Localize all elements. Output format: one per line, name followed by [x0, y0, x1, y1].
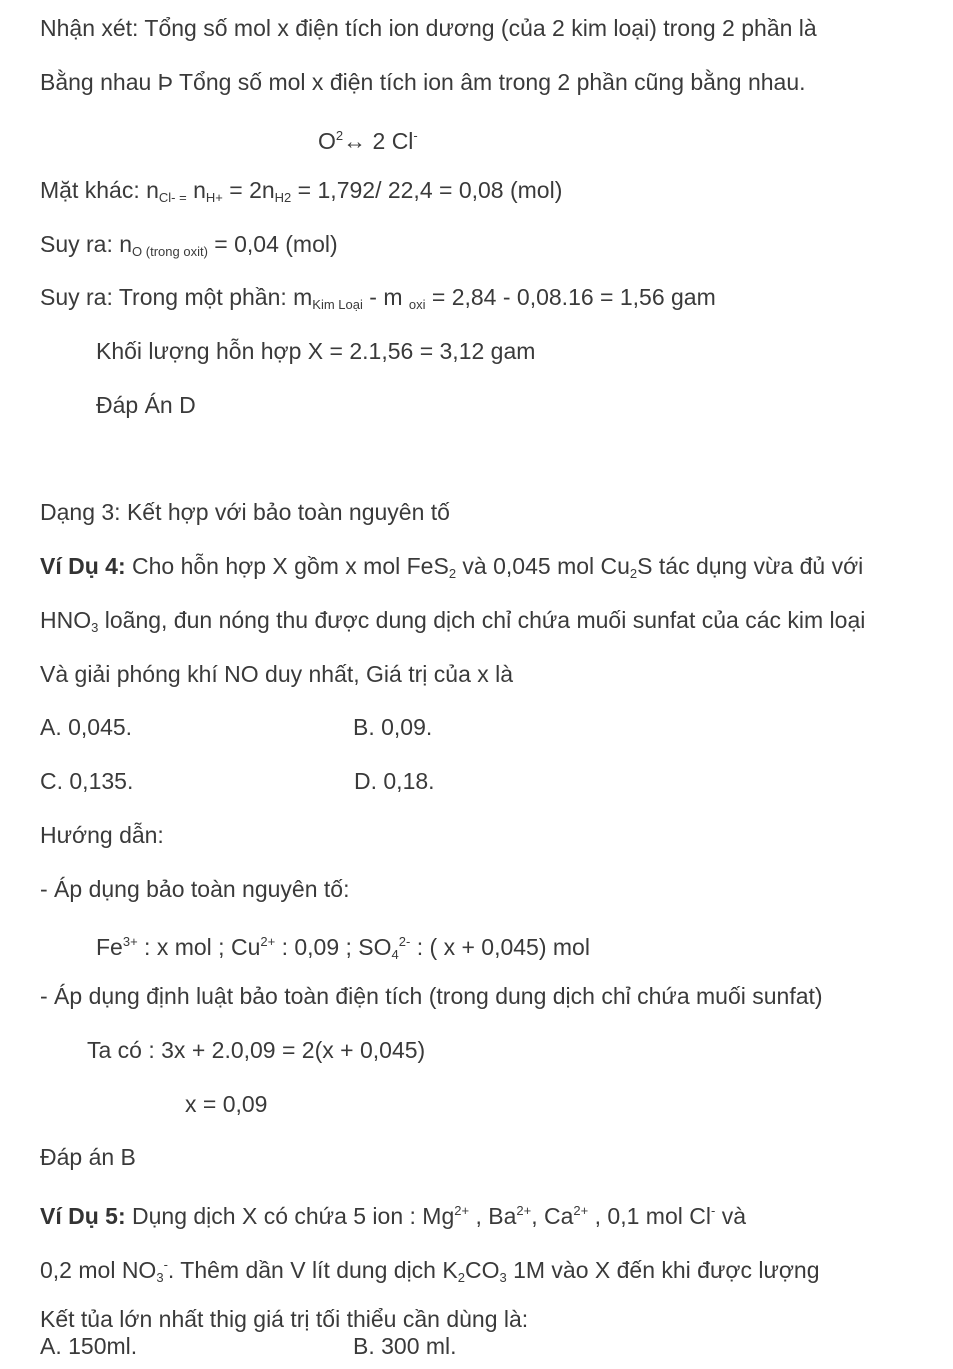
example-4-line-1: Ví Dụ 4: Cho hỗn hợp X gồm x mol FeS$_2$ và 0,045 mol $Cu_2S$ tác dụng vừa đủ với [40, 553, 864, 581]
text-line-5: Suy ra: $n_{O (trong oxit)} = 0,04$ (mol) [40, 231, 338, 259]
example-5-line-3: Kết tủa lớn nhất thig giá trị tối thiểu cần dùng là: [40, 1306, 529, 1332]
option-a-ex5: A. 150ml. [40, 1333, 138, 1359]
option-b: B. 0,09. [353, 714, 433, 740]
text-line-2: Bằng nhau Þ Tổng số mol x điện tích ion âm trong 2 phần cũng bằng nhau. [40, 69, 806, 95]
example-5-line-2: 0,2 mol $NO_3^-$. Thêm dần V lít dung dịch $K_2CO_3$ 1M vào X đến khi được lượng [40, 1257, 820, 1285]
option-a: A. 0,045. [40, 714, 133, 740]
answer-d: Đáp Án D [96, 392, 196, 418]
text-line-1: Nhận xét: Tổng số mol x điện tích ion dương (của 2 kim loại) trong 2 phần là [40, 15, 817, 41]
text-line-7: Khối lượng hỗn hợp X = 2.1,56 = 3,12 gam [96, 338, 536, 364]
ion-list: $Fe^{3+}$ : x mol ; $Cu^{2+}$ : 0,09 ; $SO_4^{2-}$ : ( x + 0,045) mol [96, 934, 590, 962]
example-4-line-3: Và giải phóng khí NO duy nhất, Giá trị của x là [40, 661, 514, 687]
text-line-4: Mặt khác: $n_{Cl- =}$ $n_{H+} = 2n_{H2} = 1,792/$ 22,4 = 0,08 (mol) [40, 177, 563, 205]
options-row-3 [40, 1331, 640, 1361]
equation: Ta có : 3x + 2.0,09 = 2(x + 0,045) [87, 1037, 426, 1063]
answer-b: Đáp án B [40, 1144, 136, 1170]
option-b-ex5: B. 300 ml. [353, 1333, 457, 1359]
guide-step-2: - Áp dụng định luật bảo toàn điện tích (trong dung dịch chỉ chứa muối sunfat) [40, 983, 823, 1009]
example-4-line-2: $HNO_3$ loãng, đun nóng thu được dung dịch chỉ chứa muối sunfat của các kim loại [40, 607, 866, 635]
text-line-6: Suy ra: Trong một phần: $m_{Kim Loại}$ - m $_{oxi}$ = 2,84 - 0,08.16 = 1,56 gam [40, 284, 716, 312]
section-heading: Dạng 3: Kết hợp với bảo toàn nguyên tố [40, 499, 450, 525]
options-row-2 [40, 766, 640, 796]
example-5-line-1: Ví Dụ 5: Dụng dịch X có chứa 5 ion : $Mg^{2+}$ , $Ba^{2+}$, $Ca^{2+}$ , 0,1 mol Cl- và [40, 1203, 746, 1229]
option-d: D. 0,18. [354, 768, 435, 794]
options-row-1 [40, 712, 640, 742]
option-c: C. 0,135. [40, 768, 134, 794]
ion-equivalence: $O^2\leftrightarrow$ 2 Cl- [318, 128, 418, 154]
guide-heading: Hướng dẫn: [40, 822, 164, 848]
guide-step-1: - Áp dụng bảo toàn nguyên tố: [40, 876, 350, 902]
solution: x = 0,09 [185, 1091, 268, 1117]
